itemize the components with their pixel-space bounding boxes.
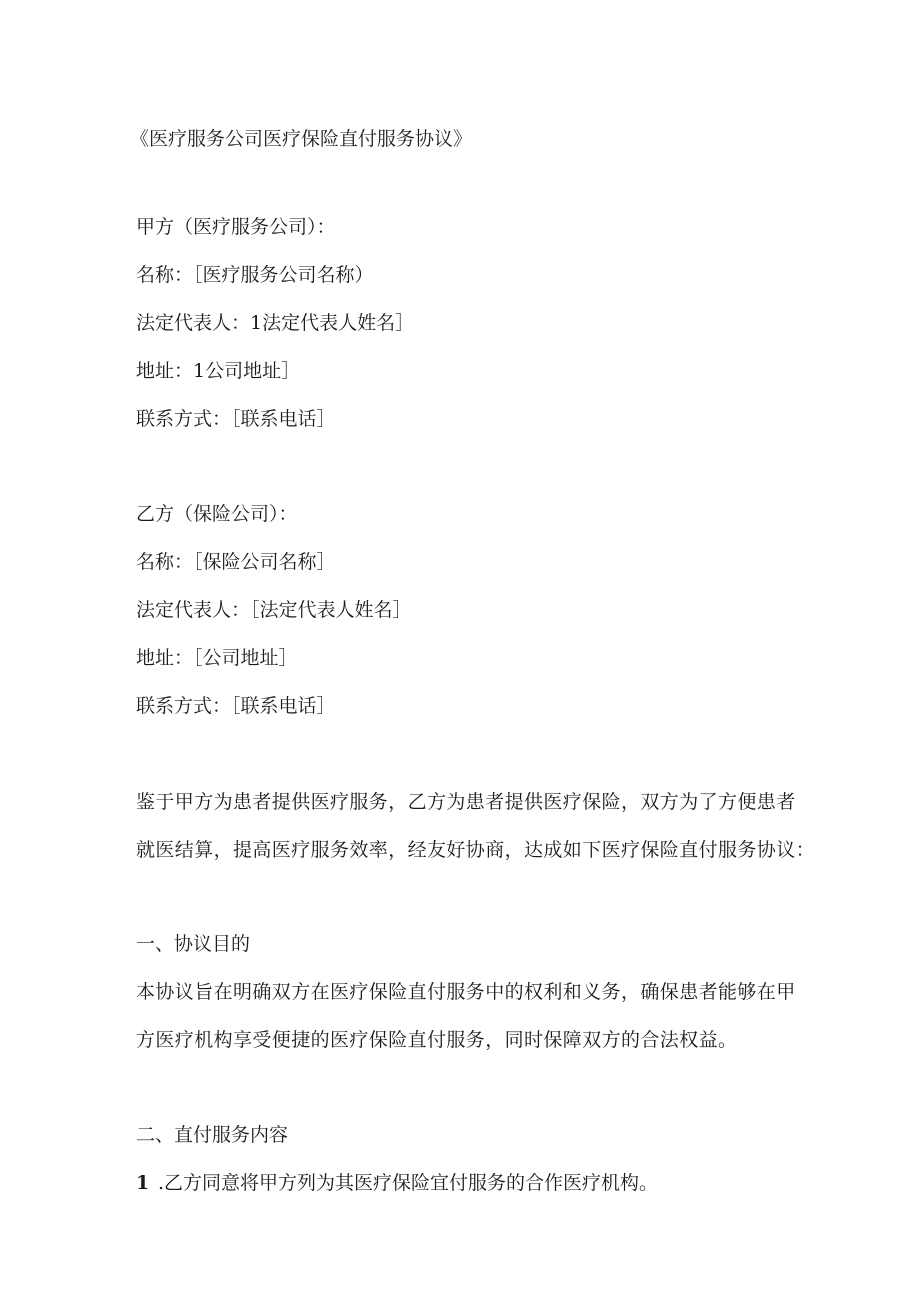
- section-1-heading: 一、协议目的: [136, 933, 251, 955]
- party-a-contact: 联系方式：［联系电话］: [136, 408, 336, 430]
- party-b-heading: 乙方（保险公司）：: [136, 503, 298, 525]
- party-b-contact: 联系方式：［联系电话］: [136, 695, 336, 717]
- party-b-legal-rep: 法定代表人：［法定代表人姓名］: [136, 599, 412, 621]
- section-1-line-1: 本协议旨在明确双方在医疗保险直付服务中的权利和义务，确保患者能够在甲: [136, 981, 796, 1003]
- preamble-line-2: 就医结算，提高医疗服务效率，经友好协商，达成如下医疗保险直付服务协议：: [136, 839, 816, 861]
- party-b-address: 地址：［公司地址］: [136, 647, 298, 669]
- list-number: 1: [136, 1172, 150, 1194]
- party-a-address: 地址：1公司地址］: [136, 360, 301, 382]
- party-a-heading: 甲方（医疗服务公司）：: [136, 216, 336, 238]
- document-title: 《医疗服务公司医疗保险直付服务协议》: [130, 128, 473, 150]
- party-a-name: 名称：［医疗服务公司名称）: [136, 264, 374, 286]
- section-2-heading: 二、直付服务内容: [136, 1124, 289, 1146]
- list-item-text: .乙方同意将甲方列为其医疗保险宜付服务的合作医疗机构。: [158, 1172, 659, 1194]
- party-a-legal-rep: 法定代表人：1法定代表人姓名］: [136, 312, 415, 334]
- preamble-line-1: 鉴于甲方为患者提供医疗服务，乙方为患者提供医疗保险，双方为了方便患者: [136, 791, 796, 813]
- section-2-item-1: [136, 1171, 658, 1195]
- party-b-name: 名称：［保险公司名称］: [136, 551, 336, 573]
- section-1-line-2: 方医疗机构享受便捷的医疗保险直付服务，同时保障双方的合法权益。: [136, 1029, 738, 1051]
